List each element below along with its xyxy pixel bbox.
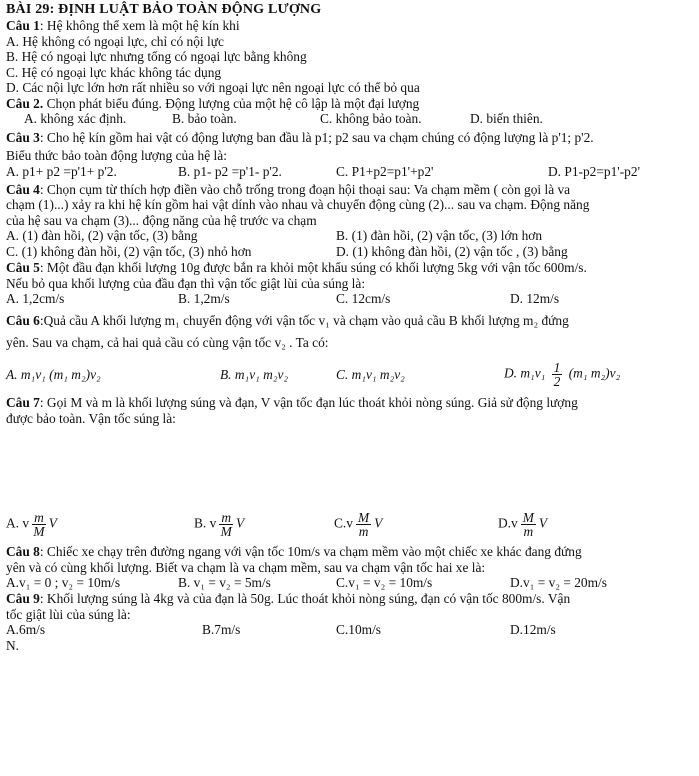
question-7 xyxy=(6,395,693,411)
question-7-stem-cont: được bảo toàn. Vận tốc súng là: xyxy=(6,410,176,426)
option-a: A. 1,2cm/s xyxy=(6,291,65,306)
question-stem: : Chọn cụm từ thích hợp điền vào chỗ trống trong đoạn hội thoại sau: Va chạm mềm ( còn gọi là va xyxy=(39,181,571,197)
question-9 xyxy=(6,591,693,607)
option-a: A. v $\frac{m}{M}$ V xyxy=(6,509,57,539)
question-5-stem-cont: Nếu bỏ qua khối lượng của đầu đạn thì vận tốc giật lùi của súng là: xyxy=(6,275,366,291)
fraction: $\frac{1}{2}$ xyxy=(553,359,561,389)
option-d: D. 12m/s xyxy=(510,291,560,306)
option-a: A. Hệ không có ngoại lực, chỉ có nội lực xyxy=(6,33,224,49)
option-a: A. (1) đàn hồi, (2) vận tốc, (3) bằng xyxy=(6,228,198,243)
question-stem: : Một đầu đạn khối lượng 10g được bắn ra khỏi một khẩu súng có khối lượng 5kg với vận tốc 600m/s. xyxy=(39,260,587,275)
question-stem: : Khối lượng súng là 4kg và của đạn là 50g. Lúc thoát khỏi nòng súng, đạn có vận tốc 800m/s. Vận xyxy=(39,591,571,606)
option-a: A. không xác định. xyxy=(24,111,127,126)
question-2 xyxy=(6,96,693,112)
option-b: B. Hệ có ngoại lực nhưng tổng có ngoại lực bằng không xyxy=(6,49,307,64)
question-6 xyxy=(6,313,693,335)
option-c: C. (1) không đàn hồi, (2) vận tốc, (3) nhỏ hơn xyxy=(6,244,252,259)
options-row xyxy=(6,504,693,544)
options-row xyxy=(6,575,693,591)
question-9-stem-cont: tốc giật lùi của súng là: xyxy=(6,606,131,622)
question-6-stem-cont: yên. Sau va chạm, cả hai quả cầu có cùng vận tốc v₂ . Ta có: xyxy=(6,335,329,350)
option-b: B. v $\frac{m}{M}$ V xyxy=(194,509,245,539)
options-row xyxy=(6,357,693,391)
question-4-stem-cont: của hệ sau va chạm (3)... động năng của hệ trước va chạm xyxy=(6,212,317,228)
question-stem: :Quả cầu A khối lượng m₁ chuyển động với vận tốc v₁ và chạm vào quả cầu B khối lượng m₂ đứng xyxy=(39,313,569,328)
question-label: Câu 6 xyxy=(6,313,40,328)
question-stem: : Gọi M và m là khối lượng súng và đạn, V vận tốc đạn lúc thoát khỏi nòng súng. Giả sử động lượng xyxy=(39,395,578,410)
option-d: D.v₁ = v₂ = 20m/s xyxy=(510,575,607,590)
question-4 xyxy=(6,182,693,198)
option-a: A.v₁ = 0 ; v₂ = 10m/s xyxy=(6,575,121,590)
page-title: BÀI 29: ĐỊNH LUẬT BẢO TOÀN ĐỘNG LƯỢNG xyxy=(6,2,322,17)
option-d: D. P1-p2=p1'-p2' xyxy=(548,163,640,179)
question-3 xyxy=(6,130,693,148)
option-c: C. P1+p2=p1'+p2' xyxy=(336,163,434,179)
question-stem: : Hệ không thể xem là một hệ kín khi xyxy=(39,18,240,33)
option-d: D. Các nội lực lớn hơn rất nhiều so với ngoại lực nên ngoại lực có thể bỏ qua xyxy=(6,80,420,95)
options-row xyxy=(6,111,693,127)
option-b: B. bảo toàn. xyxy=(172,111,237,126)
option-c: C.10m/s xyxy=(336,622,382,637)
option-d: D.12m/s xyxy=(510,622,556,637)
option-b: B. p1- p2 =p'1- p'2. xyxy=(178,163,282,179)
question-stem: : Cho hệ kín gồm hai vật có động lượng ban đầu là p1; p2 sau va chạm chúng có động lượng là p'1; p'2. xyxy=(39,130,594,145)
question-label: Câu 3 xyxy=(6,130,40,145)
question-3-stem-cont: Biểu thức bảo toàn động lượng của hệ là: xyxy=(6,148,227,163)
option-b: B. v₁ = v₂ = 5m/s xyxy=(178,575,271,590)
question-stem: Chọn phát biểu đúng. Động lượng của một hệ cô lập là một đại lượng xyxy=(43,95,420,111)
option-c: C. 12cm/s xyxy=(336,291,391,306)
option-a: A. p1+ p2 =p'1+ p'2. xyxy=(6,163,117,179)
option-a: A.6m/s xyxy=(6,622,46,637)
option-c: C. Hệ có ngoại lực khác không tác dụng xyxy=(6,64,222,80)
question-label: Câu 4 xyxy=(6,181,40,197)
option-b: B. (1) đàn hồi, (2) vận tốc, (3) lớn hơn xyxy=(336,228,543,243)
question-label: Câu 8 xyxy=(6,544,40,559)
options-row xyxy=(6,164,693,182)
option-d: D. biến thiên. xyxy=(470,111,543,126)
question-1 xyxy=(6,18,693,34)
option-c: C. m₁v₁ m₂v₂ xyxy=(336,366,405,382)
question-8-stem-cont: yên và có cùng khối lượng. Biết va chạm là va chạm mềm, sau va chạm vận tốc hai xe là: xyxy=(6,559,486,575)
option-c: C. không bảo toàn. xyxy=(320,111,422,126)
option-d: D. m₁v₁ $\frac{1}{2}$ (m₁ m₂)v₂ xyxy=(504,359,621,389)
option-a: A. m₁v₁ (m₁ m₂)v₂ xyxy=(6,366,101,382)
options-row xyxy=(6,228,693,244)
question-label: Câu 2. xyxy=(6,95,44,111)
question-label: Câu 9 xyxy=(6,591,40,606)
question-label: Câu 7 xyxy=(6,395,40,410)
option-b: B. 1,2m/s xyxy=(178,291,230,306)
question-label: Câu 5 xyxy=(6,260,40,275)
question-8 xyxy=(6,544,693,560)
question-4-stem-cont: chạm (1)...) xảy ra khi hệ kín gồm hai vật dính vào nhau và chuyển động cùng (2)... sau va chạm. Động năng xyxy=(6,197,590,212)
option-d: D.v $\frac{M}{m}$ V xyxy=(498,509,548,539)
options-row xyxy=(6,291,693,307)
option-c: C.v $\frac{M}{m}$ V xyxy=(334,509,383,539)
option-c: C.v₁ = v₂ = 10m/s xyxy=(336,575,433,590)
trailing-text: N. xyxy=(6,638,20,653)
question-stem: : Chiếc xe chạy trên đường ngang với vận tốc 10m/s va chạm mềm vào một chiếc xe khác đang đứng xyxy=(39,544,582,559)
option-b: B.7m/s xyxy=(202,622,241,637)
options-row xyxy=(6,244,693,260)
option-b: B. m₁v₁ m₂v₂ xyxy=(220,366,289,382)
document-page xyxy=(0,2,699,776)
option-d: D. (1) không đàn hồi, (2) vận tốc , (3) bằng xyxy=(336,244,568,259)
question-5 xyxy=(6,260,693,276)
question-label: Câu 1 xyxy=(6,18,40,33)
options-row xyxy=(6,622,693,638)
